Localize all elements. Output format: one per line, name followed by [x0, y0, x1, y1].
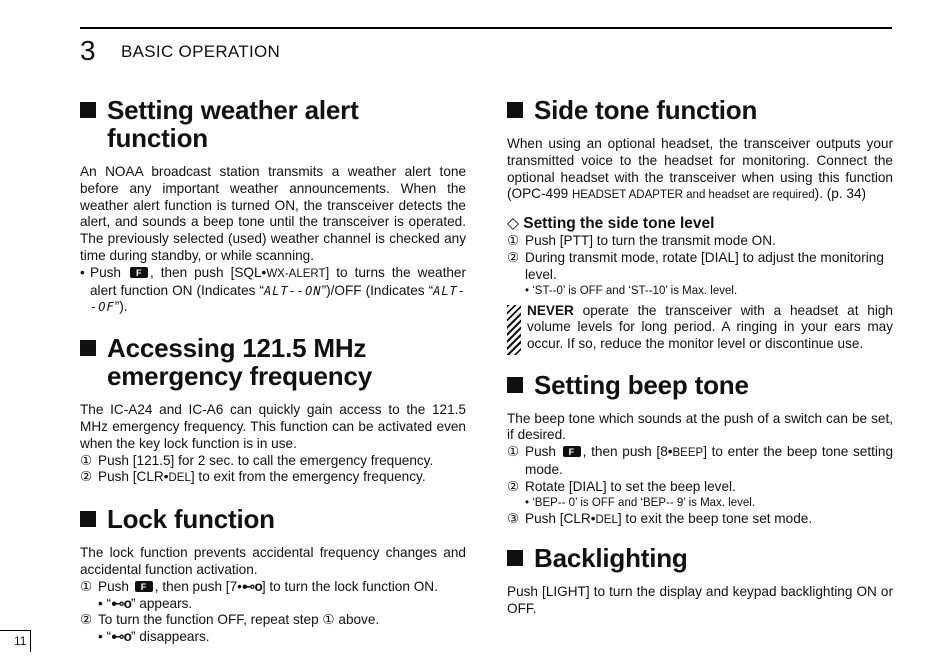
- instruction-bullet: • Push F , then push [SQL•WX-ALERT] to turns the weather alert function ON (Indicates “ALT--ON”)/OFF (Indicates “ALT--OF”).: [80, 265, 466, 316]
- section-title: Side tone function: [507, 96, 893, 124]
- square-bullet-icon: [507, 377, 523, 393]
- warning-note: NEVER operate the transceiver with a headset at high volume levels for long period. A ringing in your ears may occur. If so, reduce the monitor level or discontinue use.: [507, 303, 893, 355]
- function-key-icon: [130, 267, 148, 278]
- section-body: The IC-A24 and IC-A6 can quickly gain access to the 121.5 MHz emergency frequency. This function can be activated even when the key lock function is in use.: [80, 402, 466, 451]
- step-2: ② During transmit mode, rotate [DIAL] to adjust the monitoring level.: [507, 249, 884, 282]
- step-1: ① Push [121.5] for 2 sec. to call the emergency frequency.: [80, 452, 434, 468]
- step-1-note: • “⊷o” appears.: [98, 595, 193, 611]
- section-title: Setting weather alert function: [80, 96, 466, 152]
- section-title: Setting beep tone: [507, 371, 893, 399]
- section-title: Accessing 121.5 MHz emergency frequency: [80, 334, 466, 390]
- section-beep-tone: [507, 371, 893, 529]
- key-lock-icon: ⊷o: [111, 629, 131, 645]
- level-note: • ‘BEP-- 0’ is OFF and ‘BEP-- 9’ is Max. level.: [525, 496, 756, 509]
- section-body: An NOAA broadcast station transmits a weather alert tone before any important weather announcements. When the weather alert function is turned ON, the transceiver detects the alert, and sounds a beep tone until the transceiver is operated. The previously selected (used) weather channel is checked any time during standby, or while scanning.: [80, 164, 466, 263]
- step-2-note: • “⊷o” disappears.: [98, 629, 210, 645]
- chapter-number: 3: [80, 35, 96, 66]
- section-body: The beep tone which sounds at the push of a switch can be set, if desired.: [507, 410, 893, 443]
- function-key-icon: [563, 446, 581, 457]
- section-lock: [80, 505, 466, 646]
- section-emergency: [80, 334, 466, 487]
- step-2: ② Push [CLR•DEL] to exit from the emergency frequency.: [80, 469, 426, 485]
- chapter-title: BASIC OPERATION: [121, 42, 281, 61]
- section-body: Push [LIGHT] to turn the display and keypad backlighting ON or OFF.: [507, 584, 893, 617]
- left-column: [80, 96, 466, 660]
- step-1: ① Push F , then push [8•BEEP] to enter the beep tone setting mode.: [507, 444, 893, 479]
- section-title: Backlighting: [507, 544, 893, 572]
- right-column: [507, 96, 893, 632]
- section-body: When using an optional headset, the transceiver outputs your transmitted voice to the headset for monitoring. Connect the optional headset with the transceiver when using this function (OPC-499 HEADSET ADAPTER and headset are required). (p. 34): [507, 136, 893, 202]
- key-lock-icon: ⊷o: [111, 595, 131, 611]
- warning-hatch-icon: [507, 305, 521, 355]
- section-weather-alert: [80, 96, 466, 316]
- header-rule: [80, 27, 892, 29]
- section-title: Lock function: [80, 505, 466, 533]
- lcd-alt-off: ALT--OF: [90, 283, 467, 315]
- square-bullet-icon: [507, 550, 523, 566]
- level-note: • ‘ST--0’ is OFF and ‘ST--10’ is Max. level.: [525, 284, 738, 297]
- section-backlighting: [507, 544, 893, 618]
- lcd-alt-on: ALT--ON: [264, 283, 322, 298]
- step-1: ① Push F , then push [7•⊷o] to turn the lock function ON.: [80, 579, 466, 596]
- square-bullet-icon: [80, 511, 96, 527]
- key-lock-icon: ⊷o: [241, 578, 262, 594]
- square-bullet-icon: [80, 340, 96, 356]
- section-body: The lock function prevents accidental frequency changes and accidental function activation.: [80, 545, 466, 577]
- step-2: ② Rotate [DIAL] to set the beep level.: [507, 478, 736, 494]
- square-bullet-icon: [507, 102, 523, 118]
- section-side-tone: [507, 96, 893, 355]
- step-3: ③ Push [CLR•DEL] to exit the beep tone set mode.: [507, 510, 813, 526]
- function-key-icon: [135, 581, 153, 592]
- step-2: ② To turn the function OFF, repeat step ① above.: [80, 612, 380, 628]
- step-1: ① Push [PTT] to turn the transmit mode ON.: [507, 233, 776, 249]
- page-number: 11: [0, 630, 31, 652]
- square-bullet-icon: [80, 102, 96, 118]
- subsection-title: ◇ Setting the side tone level: [507, 215, 715, 233]
